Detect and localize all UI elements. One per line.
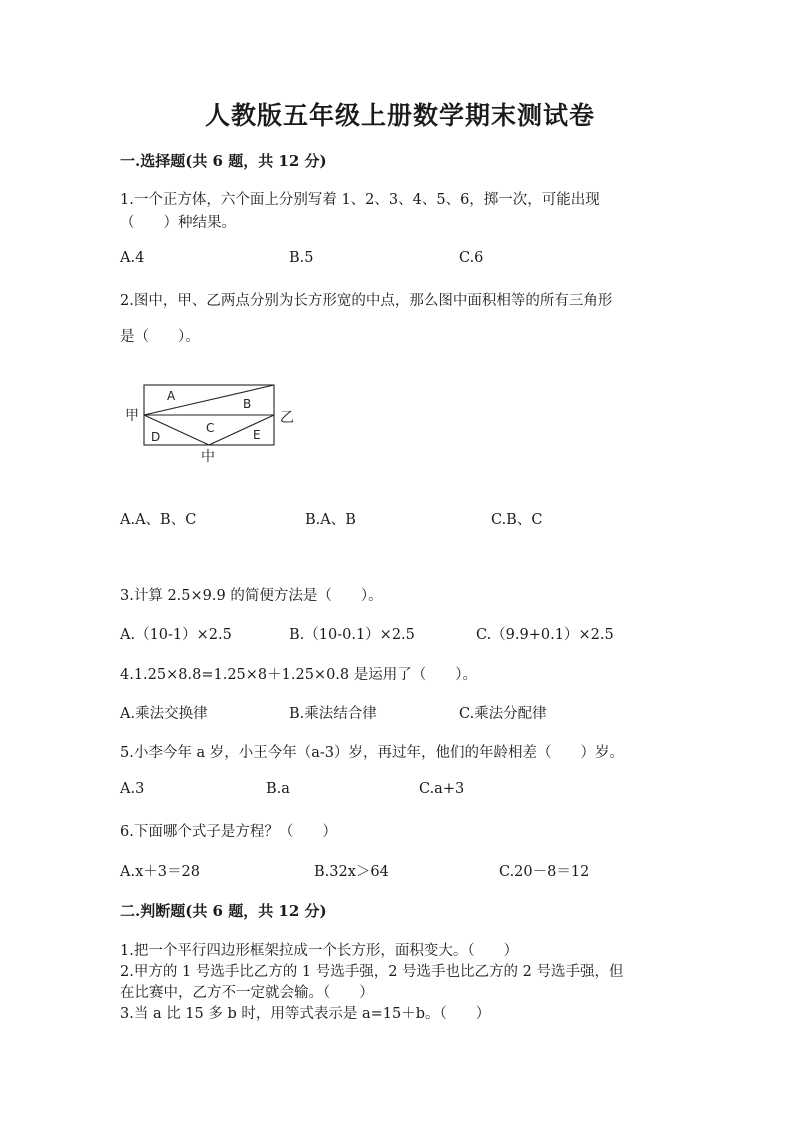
figure-region-c: C [206,421,215,435]
question-6-option-b: B.32x＞64 [314,864,389,880]
figure-diagonal [144,385,274,415]
question-2-option-a: A.A、B、C [120,512,197,528]
question-2-option-b: B.A、B [305,512,356,528]
section-heading-judgement: 二.判断题(共 6 题，共 12 分) [120,902,327,920]
figure-region-e: E [253,428,261,442]
figure-label-left-point: 甲 [125,408,139,424]
question-4-option-c: C.乘法分配律 [459,706,547,722]
question-2-option-c: C.B、C [491,512,543,528]
question-6-option-c: C.20－8＝12 [499,864,590,880]
question-4-option-a: A.乘法交换律 [120,706,208,722]
question-5-option-c: C.a+3 [419,781,465,797]
question-1-option-a: A.4 [120,250,145,266]
question-6-text: 6.下面哪个式子是方程？（ ） [120,824,337,840]
judgement-2-line-2: 在比赛中，乙方不一定就会输。（ ） [120,985,374,1001]
question-5-option-a: A.3 [120,781,145,797]
rectangle-triangle-figure [115,375,315,470]
question-2-line-2: 是（ ）。 [120,329,200,345]
question-3-text: 3.计算 2.5×9.9 的简便方法是（ ）。 [120,588,383,604]
question-1-line-2: （ ）种结果。 [120,215,236,231]
figure-region-d: D [151,430,161,444]
figure-label-bottom-point: 中 [201,449,215,465]
question-6-option-a: A.x＋3＝28 [120,864,200,880]
question-1-line-1: 1.一个正方体，六个面上分别写着 1、2、3、4、5、6，掷一次，可能出现 [120,192,600,208]
judgement-2-line-1: 2.甲方的 1 号选手比乙方的 1 号选手强，2 号选手也比乙方的 2 号选手强，但 [120,964,624,980]
question-1-option-b: B.5 [289,250,314,266]
question-3-option-c: C.（9.9+0.1）×2.5 [476,627,614,643]
figure-right-slant [209,415,274,445]
section-heading-choice: 一.选择题(共 6 题，共 12 分) [120,152,327,170]
question-5-text: 5.小李今年 a 岁，小王今年（a-3）岁，再过年，他们的年龄相差（ ）岁。 [120,745,624,761]
page-title: 人教版五年级上册数学期末测试卷 [204,101,595,130]
question-4-option-b: B.乘法结合律 [289,706,377,722]
judgement-1: 1.把一个平行四边形框架拉成一个长方形，面积变大。（ ） [120,943,519,959]
figure-label-right-point: 乙 [280,410,294,426]
judgement-3: 3.当 a 比 15 多 b 时，用等式表示是 a=15＋b。（ ） [120,1006,491,1022]
question-1-option-c: C.6 [459,250,484,266]
figure-region-a: A [167,389,176,403]
question-5-option-b: B.a [266,781,290,797]
figure-region-b: B [243,397,252,411]
question-2-line-1: 2.图中，甲、乙两点分别为长方形宽的中点，那么图中面积相等的所有三角形 [120,293,613,309]
question-3-option-a: A.（10-1）×2.5 [120,627,232,643]
question-4-text: 4.1.25×8.8=1.25×8＋1.25×0.8 是运用了（ ）。 [120,667,477,683]
question-3-option-b: B.（10-0.1）×2.5 [289,627,415,643]
